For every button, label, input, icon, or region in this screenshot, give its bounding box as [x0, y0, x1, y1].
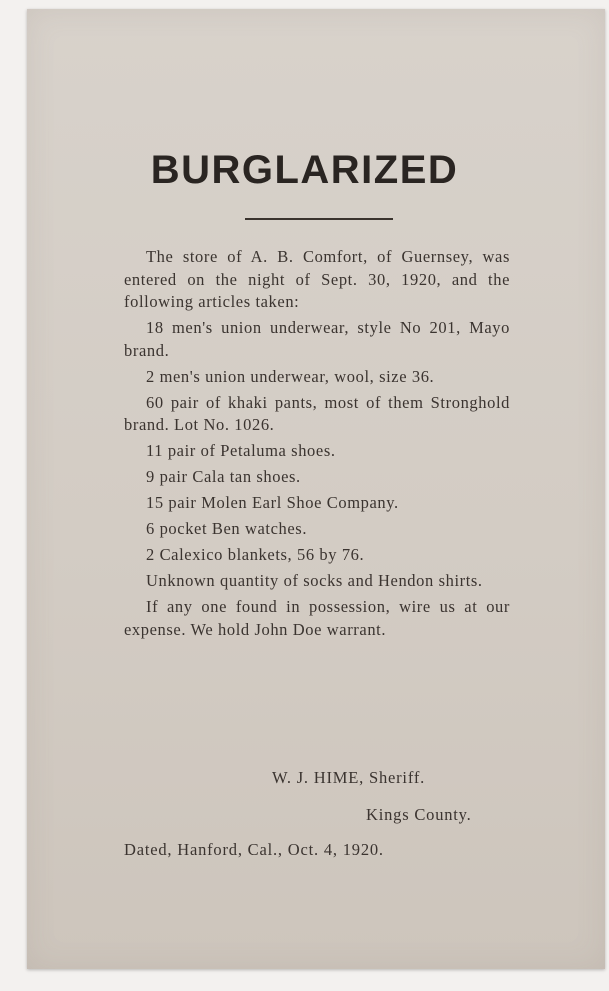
title-divider — [245, 218, 393, 220]
intro-paragraph: The store of A. B. Comfort, of Guernsey, was entered on the night of Sept. 30, 1920, and the following articles taken: — [124, 247, 510, 311]
stolen-item: 15 pair Molen Earl Shoe Company. — [146, 493, 399, 512]
stolen-item: 6 pocket Ben watches. — [146, 519, 308, 538]
sheriff-signature: W. J. HIME, Sheriff. — [272, 768, 426, 787]
stolen-item: 2 Calexico blankets, 56 by 76. — [146, 545, 365, 564]
closing-paragraph: If any one found in possession, wire us at our expense. We hold John Doe warrant. — [124, 597, 510, 639]
stolen-item: 9 pair Cala tan shoes. — [146, 467, 301, 486]
stolen-item: 11 pair of Petaluma shoes. — [146, 441, 336, 460]
county-name: Kings County. — [366, 805, 472, 824]
notice-body — [124, 246, 510, 645]
stolen-item: Unknown quantity of socks and Hendon shirts. — [146, 571, 483, 590]
stolen-item: 60 pair of khaki pants, most of them Stronghold brand. Lot No. 1026. — [124, 392, 510, 434]
notice-title: BURGLARIZED — [150, 148, 459, 192]
dated-line: Dated, Hanford, Cal., Oct. 4, 1920. — [124, 840, 384, 859]
stolen-item: 18 men's union underwear, style No 201, Mayo brand. — [124, 318, 510, 360]
stolen-item: 2 men's union underwear, wool, size 36. — [146, 366, 435, 386]
